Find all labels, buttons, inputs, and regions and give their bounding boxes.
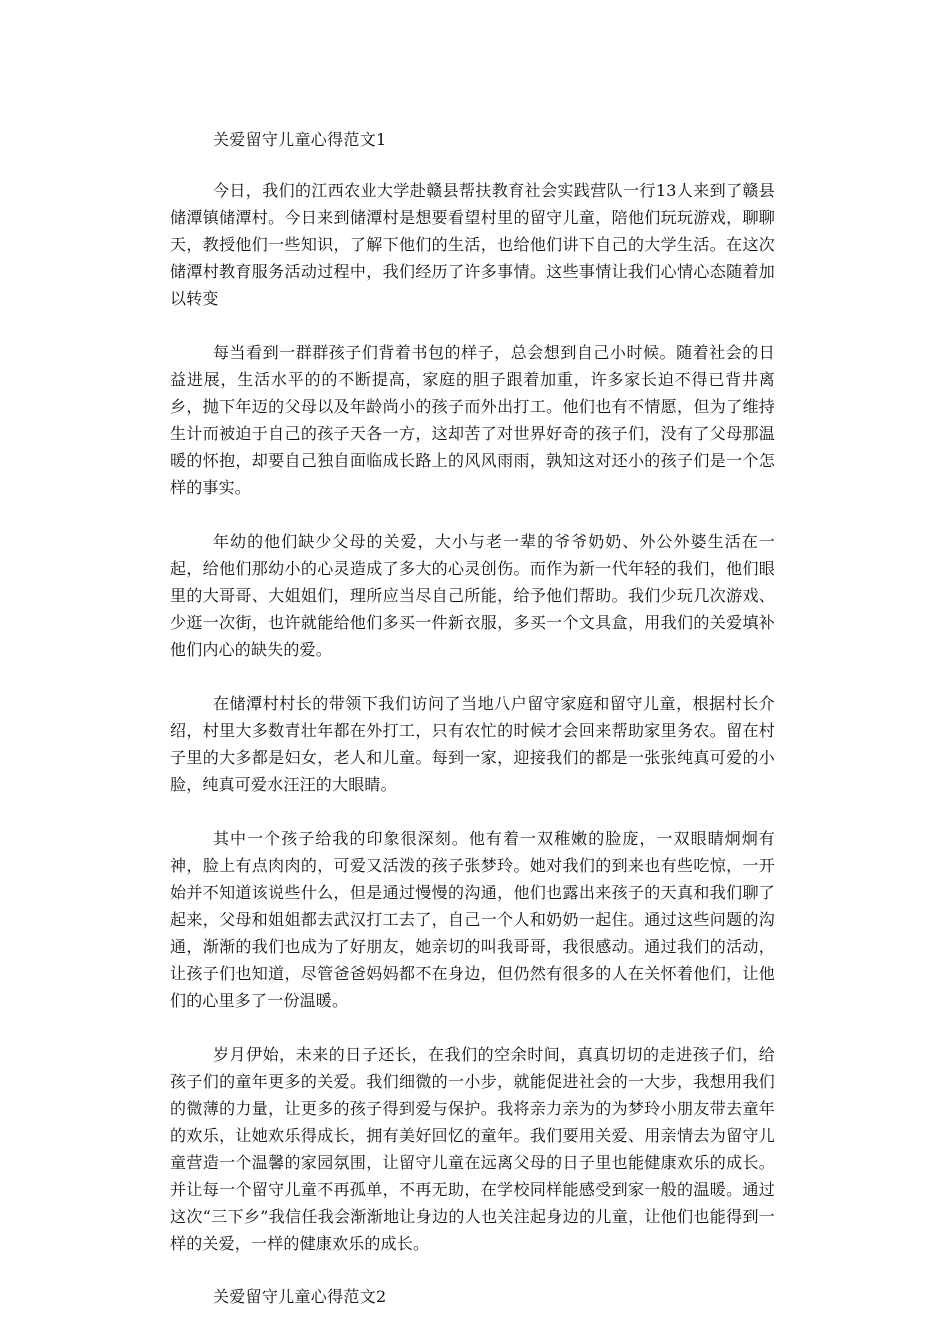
paragraph-3: 年幼的他们缺少父母的关爱，大小与老一辈的爷爷奶奶、外公外婆生活在一起，给他们那幼小的心灵造成了多大的心灵创伤。而作为新一代年轻的我们，他们眼里的大哥哥、大姐姐们，理所应当尽自己所能，给予他们帮助。我们少玩几次游戏、少逛一次街，也许就能给他们多买一件新衣服，多买一个文具盒，用我们的关爱填补他们内心的缺失的爱。 <box>170 532 775 659</box>
spacer <box>170 1014 775 1041</box>
paragraph-1: 今日，我们的江西农业大学赴赣县帮扶教育社会实践营队一行13人来到了赣县储潭镇储潭村。今日来到储潭村是想要看望村里的留守儿童，陪他们玩玩游戏，聊聊天，教授他们一些知识，了解下他们的生活，也给他们讲下自己的大学生活。在这次储潭村教育服务活动过程中，我们经历了许多事情。这些事情让我们心情心态随着加以转变 <box>170 181 775 308</box>
spacer <box>170 663 775 690</box>
section-heading-2: 关爱留守儿童心得范文2 <box>213 1287 387 1306</box>
paragraph-2: 每当看到一群群孩子们背着书包的样子，总会想到自己小时候。随着社会的日益进展，生活水平的的不断提高，家庭的胆子跟着加重，许多家长迫不得已背井离乡，抛下年迈的父母以及年龄尚小的孩子而外出打工。他们也有不情愿，但为了维持生计而被迫于自己的孩子天各一方，这却苦了对世界好奇的孩子们，没有了父母那温暖的怀抱，却要自己独自面临成长路上的风风雨雨，孰知这对还小的孩子们是一个怎样的事实。 <box>170 343 775 497</box>
paragraph-4: 在储潭村村长的带领下我们访问了当地八户留守家庭和留守儿童，根据村长介绍，村里大多数青壮年都在外打工，只有农忙的时候才会回来帮助家里务农。留在村子里的大多都是妇女，老人和儿童。每到一家，迎接我们的都是一张张纯真可爱的小脸，纯真可爱水汪汪的大眼睛。 <box>170 694 775 794</box>
paragraph-6: 岁月伊始，未来的日子还长，在我们的空余时间，真真切切的走进孩子们，给孩子们的童年更多的关爱。我们细微的一小步，就能促进社会的一大步，我想用我们的微薄的力量，让更多的孩子得到爱与保护。我将亲力亲为的为梦玲小朋友带去童年的欢乐，让她欢乐得成长，拥有美好回忆的童年。我们要用关爱、用亲情去为留守儿童营造一个温馨的家园氛围，让留守儿童在远离父母的日子里也能健康欢乐的成长。并让每一个留守儿童不再孤单，不再无助，在学校同样能感受到家一般的温暖。通过这次“三下乡”我信任我会渐渐地让身边的人也关注起身边的儿童，让他们也能得到一样的关爱，一样的健康欢乐的成长。 <box>170 1045 775 1253</box>
section-heading-1: 关爱留守儿童心得范文1 <box>213 130 387 149</box>
document-body <box>170 127 775 1310</box>
spacer <box>170 501 775 528</box>
spacer <box>170 153 775 177</box>
spacer <box>170 1257 775 1284</box>
paragraph-5: 其中一个孩子给我的印象很深刻。他有着一双稚嫩的脸庞，一双眼睛炯炯有神，脸上有点肉肉的，可爱又活泼的孩子张梦玲。她对我们的到来也有些吃惊，一开始并不知道该说些什么，但是通过慢慢的沟通，他们也露出来孩子的天真和我们聊了起来，父母和姐姐都去武汉打工去了，自己一个人和奶奶一起住。通过这些问题的沟通，渐渐的我们也成为了好朋友，她亲切的叫我哥哥，我很感动。通过我们的活动，让孩子们也知道，尽管爸爸妈妈都不在身边，但仍然有很多的人在关怀着他们，让他们的心里多了一份温暖。 <box>170 829 775 1010</box>
spacer <box>170 798 775 825</box>
spacer <box>170 312 775 339</box>
